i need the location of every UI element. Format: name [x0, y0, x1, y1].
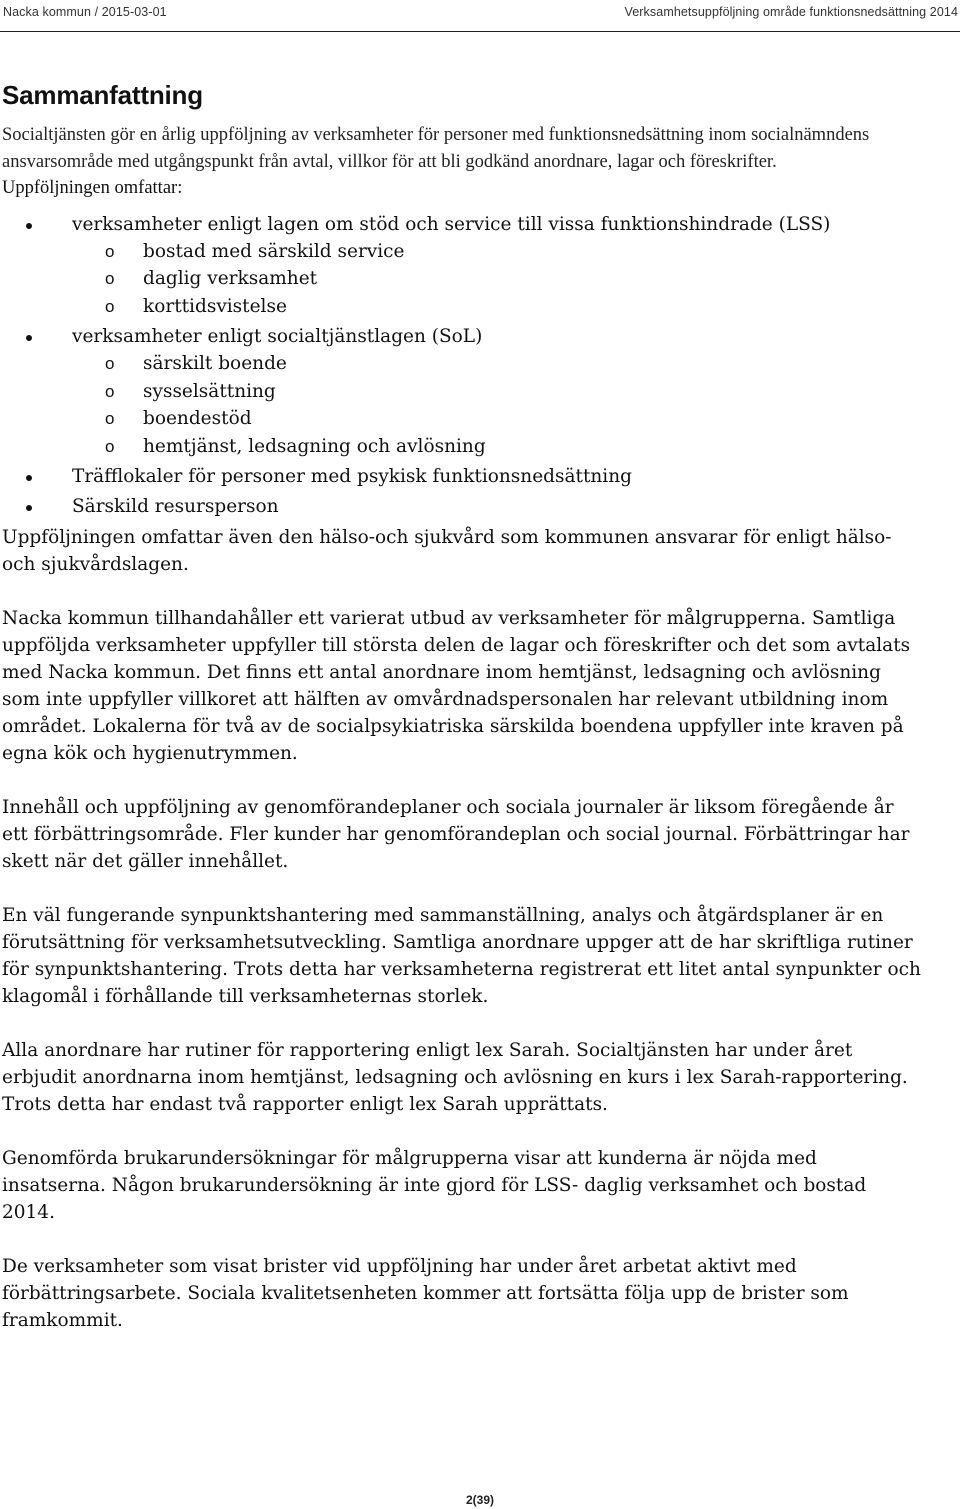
list-item-text: verksamheter enligt lagen om stöd och service till vissa funktionshindrade (LSS) [72, 213, 831, 235]
list-item-text: verksamheter enligt socialtjänstlagen (SoL) [72, 326, 483, 347]
circle-marker-icon: o [105, 296, 115, 316]
paragraph-implementation-plans: Innehåll och uppföljning av genomförandeplaner och sociala journaler är liksom föregående år ett förbättringsområde. Fler kunder har genomförandeplan och social journal. Förbättringar har skett när det gäller innehållet. [2, 797, 910, 872]
circle-marker-icon: o [105, 409, 115, 428]
list-item-text: Träfflokaler för personer med psykisk funktionsnedsättning [72, 466, 632, 487]
list-item-text: Särskild resursperson [72, 496, 279, 517]
circle-marker-icon: o [105, 241, 115, 261]
circle-marker-icon: o [105, 354, 115, 373]
scope-list [2, 212, 922, 521]
scope-item-resource-person [2, 494, 922, 520]
circle-marker-icon: o [105, 436, 115, 456]
bullet-icon [26, 335, 32, 341]
header-document-title: Verksamhetsuppföljning område funktionsnedsättning 2014 [624, 5, 958, 19]
page-header [0, 0, 960, 32]
scope-item-meeting-places [2, 464, 922, 490]
page-number: 2(39) [465, 1493, 494, 1507]
sublist-item: o särskilt boende [72, 350, 922, 378]
paragraph-health-care: Uppföljningen omfattar även den hälso-och sjukvård som kommunen ansvarar för enligt hälso-och sjukvårdslagen. [2, 527, 892, 575]
paragraph-user-surveys: Genomförda brukarundersökningar för målgrupperna visar att kunderna är nöjda med insatserna. Någon brukarundersökning är inte gjord för LSS- daglig verksamhet och bostad 2014. [2, 1148, 867, 1223]
sublist-item: o boendestöd [72, 405, 922, 433]
sublist-item: o daglig verksamhet [72, 265, 922, 293]
sublist-item: o sysselsättning [72, 378, 922, 406]
paragraph-improvement-work: De verksamheter som visat brister vid uppföljning har under året arbetat aktivt med förbättringsarbete. Sociala kvalitetsenheten kommer att fortsätta följa upp de brister som framkommit. [2, 1256, 849, 1331]
circle-marker-icon: o [105, 269, 115, 288]
bullet-icon [26, 505, 32, 511]
sol-sublist [72, 350, 922, 460]
paragraph-feedback-handling: En väl fungerande synpunktshantering med sammanställning, analys och åtgärdsplaner är en förutsättning för verksamhetsutveckling. Samtliga anordnare uppger att de har skriftliga rutiner för synpunktshantering. Trots detta har verksamheterna registrerat ett litet antal synpunkter och klagomål i förhållande till verksamheternas storlek. [2, 905, 921, 1007]
list-lead: Uppföljningen omfattar: [2, 178, 183, 198]
paragraph-offerings: Nacka kommun tillhandahåller ett varierat utbud av verksamheter för målgrupperna. Samtliga uppföljda verksamheter uppfyller till största delen de lagar och föreskrifter och det som avtalats med Nacka kommun. Det finns ett antal anordnare inom hemtjänst, ledsagning och avlösning som inte uppfyller villkoret att hälften av omvårdnadspersonalen har relevant utbildning inom området. Lokalerna för två av de socialpsykiatriska särskilda boendena uppfyller inte kraven på egna kök och hygienutrymmen. [2, 608, 911, 764]
scope-item-sol [2, 324, 922, 460]
bullet-icon [26, 223, 32, 229]
intro-paragraph: Socialtjänsten gör en årlig uppföljning av verksamheter för personer med funktionsnedsättning inom socialnämndens ansvarsområde med utgångspunkt från avtal, villkor för att bli godkänd anordnare, lagar och föreskrifter. [2, 125, 870, 172]
circle-marker-icon: o [105, 381, 115, 401]
bullet-icon [26, 475, 32, 481]
sublist-item: o korttidsvistelse [72, 293, 922, 321]
lss-sublist [72, 238, 922, 321]
paragraph-lex-sarah: Alla anordnare har rutiner för rapportering enligt lex Sarah. Socialtjänsten har under året erbjudit anordnarna inom hemtjänst, ledsagning och avlösning en kurs i lex Sarah-rapportering. Trots detta har endast två rapporter enligt lex Sarah upprättats. [2, 1040, 908, 1115]
header-org-date: Nacka kommun / 2015-03-01 [3, 5, 167, 19]
section-title: Sammanfattning [2, 80, 203, 110]
sublist-item: o hemtjänst, ledsagning och avlösning [72, 433, 922, 461]
scope-item-lss [2, 212, 922, 321]
sublist-item: o bostad med särskild service [72, 238, 922, 266]
document-body [2, 122, 922, 1334]
